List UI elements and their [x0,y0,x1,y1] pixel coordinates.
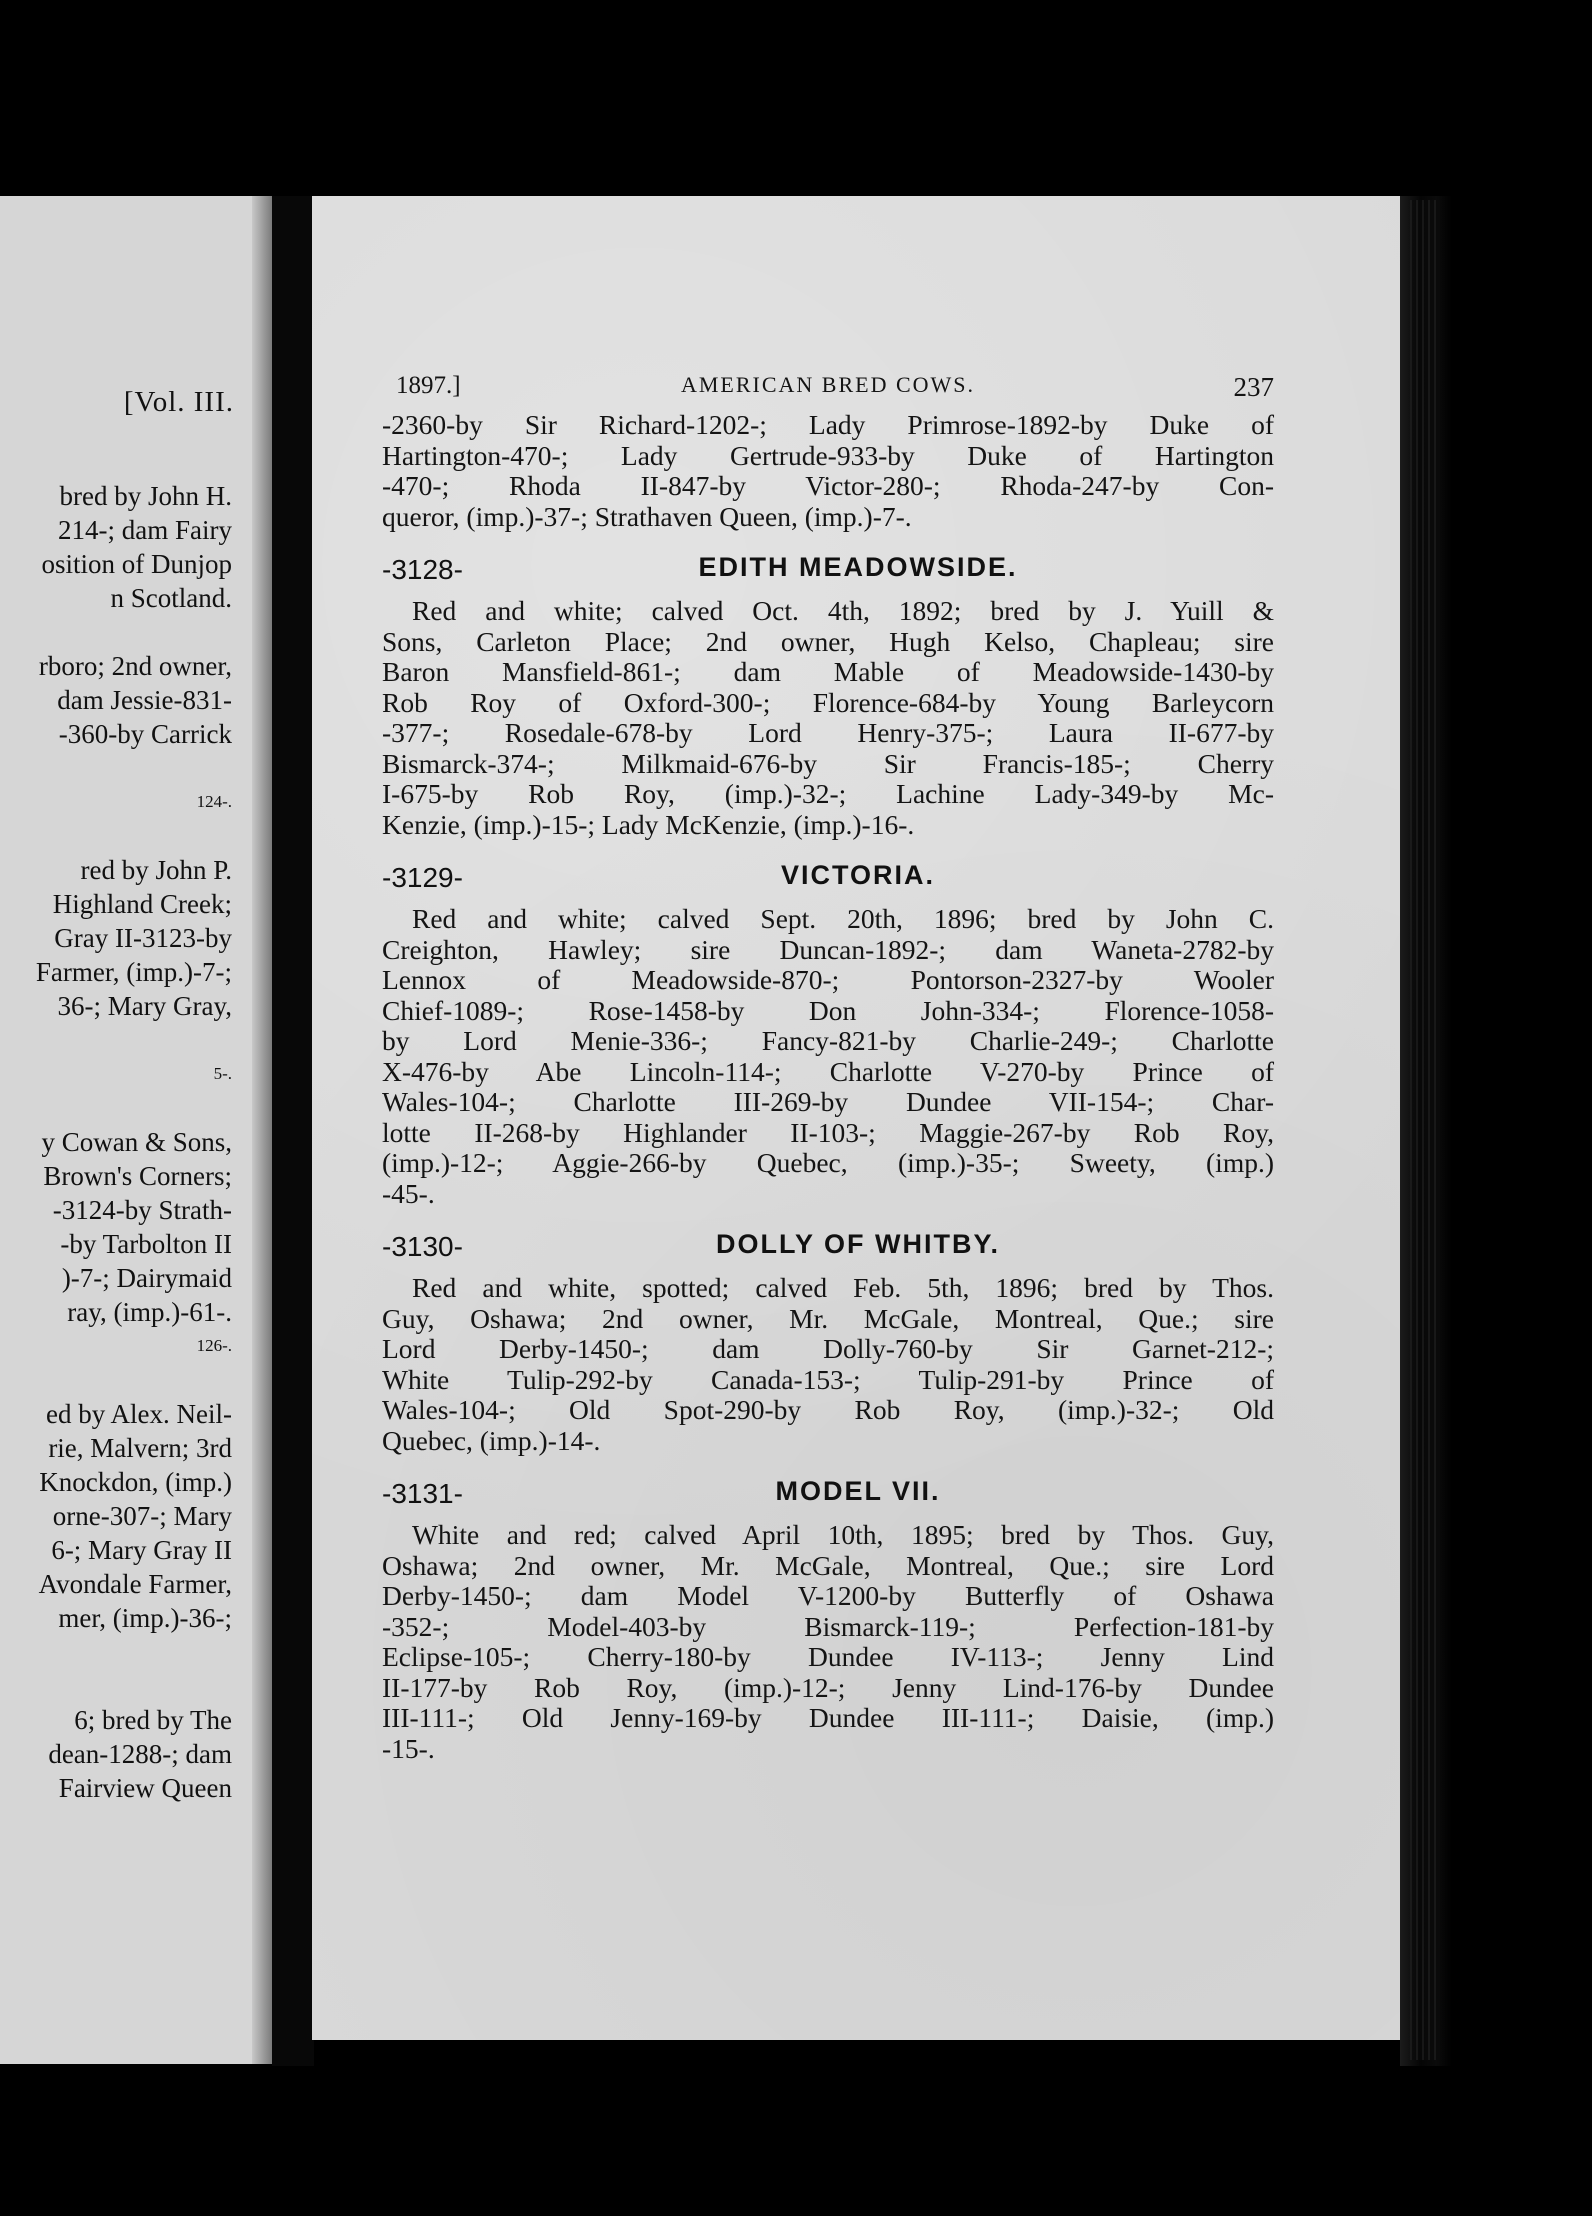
text-line: -470-; Rhoda II-847-by Victor-280-; Rhoda-247-by Con- [382,470,1274,501]
right-page [312,196,1404,2040]
text-line: Red and white; calved Oct. 4th, 1892; bred by J. Yuill & [412,595,1274,626]
page-content [382,366,1274,1768]
left-text-line: 6-; Mary Gray II [51,1535,232,1565]
text-line: Guy, Oshawa; 2nd owner, Mr. McGale, Montreal, Que.; sire [382,1302,1274,1334]
left-text-line: Knockdon, (imp.) [39,1467,232,1497]
left-text-line: ray, (imp.)-61-. [67,1297,232,1327]
left-text-line [0,1023,232,1057]
text-line: Wales-104-; Old Spot-290-by Rob Roy, (imp.)-32-; Old [382,1394,1274,1425]
text-line: Red and white, spotted; calved Feb. 5th, 1896; bred by Thos. [412,1272,1274,1303]
text-line: -2360-by Sir Richard-1202-; Lady Primrose-1892-by Duke of [382,409,1274,440]
left-text-line: Avondale Farmer, [38,1569,232,1599]
left-text-line: Fairview Queen [58,1773,232,1803]
text-line: queror, (imp.)-37-; Strathaven Queen, (imp.)-7-. [382,500,912,532]
entry-heading [382,544,1274,596]
entry-name: VICTORIA. [780,860,935,890]
left-page-fragment [0,196,272,2064]
left-text-line: 214-; dam Fairy [58,515,232,545]
entry-number: -3128- [382,554,463,585]
running-head [382,366,1274,410]
left-text-line [0,819,232,853]
left-text-line: bred by John H. [59,481,232,511]
entry-number: -3131- [382,1478,463,1509]
text-line: Sons, Carleton Place; 2nd owner, Hugh Kelso, Chapleau; sire [382,625,1274,657]
text-line: -377-; Rosedale-678-by Lord Henry-375-; Laura II-677-by [382,717,1274,748]
text-line: Chief-1089-; Rose-1458-by Don John-334-; Florence-1058- [382,994,1274,1026]
left-page-text [0,479,232,1805]
text-line: -15-. [382,1732,435,1764]
text-line: -352-; Model-403-by Bismarck-119-; Perfection-181-by [382,1610,1274,1642]
left-text-line: rboro; 2nd owner, [38,651,232,681]
continued-pedigree [382,410,1274,532]
entry-heading [382,852,1274,904]
left-text-line: 5-. [213,1064,232,1083]
text-line: Baron Mansfield-861-; dam Mable of Meadowside-1430-by [382,656,1274,687]
left-text-line: n Scotland. [110,583,232,613]
left-gutter-shadow [252,196,272,2064]
left-text-line: 6; bred by The [74,1705,232,1735]
text-line: Wales-104-; Charlotte III-269-by Dundee VII-154-; Char- [382,1086,1274,1117]
text-line: Lennox of Meadowside-870-; Pontorson-2327-by Wooler [382,964,1274,995]
entry-number: -3130- [382,1231,463,1262]
cow-entry [382,852,1274,1209]
page-number: 237 [1233,372,1274,402]
text-line: Oshawa; 2nd owner, Mr. McGale, Montreal, Que.; sire Lord [382,1549,1274,1581]
text-line: II-177-by Rob Roy, (imp.)-12-; Jenny Lind-176-by Dundee [382,1671,1274,1703]
left-text-line [0,1363,232,1397]
text-line: Eclipse-105-; Cherry-180-by Dundee IV-113-; Jenny Lind [382,1641,1274,1672]
left-text-line [0,1091,232,1125]
left-text-line [0,615,232,649]
running-head-year: 1897.] [396,372,461,399]
cow-entry [382,1468,1274,1764]
book-binding [272,196,314,2066]
left-text-line: ed by Alex. Neil- [46,1399,232,1429]
entry-heading [382,1468,1274,1520]
left-text-line: orne-307-; Mary [52,1501,232,1531]
text-line: Quebec, (imp.)-14-. [382,1424,601,1456]
left-text-line: -360-by Carrick [58,719,232,749]
entry-number: -3129- [382,862,463,893]
text-line: Hartington-470-; Lady Gertrude-933-by Duke of Hartington [382,439,1274,471]
page-stack-edge [1410,200,1440,2060]
entry-heading [382,1221,1274,1273]
cow-entry [382,1221,1274,1456]
text-line: by Lord Menie-336-; Fancy-821-by Charlie-249-; Charlotte [382,1025,1274,1056]
left-text-line [0,1635,232,1669]
text-line: I-675-by Rob Roy, (imp.)-32-; Lachine Lady-349-by Mc- [382,778,1274,809]
text-line: Lord Derby-1450-; dam Dolly-760-by Sir Garnet-212-; [382,1333,1274,1364]
left-text-line: rie, Malvern; 3rd [48,1433,232,1463]
left-text-line: mer, (imp.)-36-; [58,1603,232,1633]
cow-entry [382,544,1274,840]
text-line: (imp.)-12-; Aggie-266-by Quebec, (imp.)-35-; Sweety, (imp.) [382,1147,1274,1178]
left-text-line: Farmer, (imp.)-7-; [35,957,232,987]
text-line: Red and white; calved Sept. 20th, 1896; bred by John C. [412,903,1274,934]
left-page-header: [Vol. III. [123,386,234,418]
left-text-line: dean-1288-; dam [48,1739,232,1769]
entry-name: DOLLY OF WHITBY. [715,1229,1001,1259]
entry-name: EDITH MEADOWSIDE. [698,552,1018,582]
left-text-line: -3124-by Strath- [52,1195,232,1225]
left-text-line: dam Jessie-831- [57,685,232,715]
left-text-line: 36-; Mary Gray, [57,991,232,1021]
left-text-line: osition of Dunjop [41,549,232,579]
left-text-line: 124-. [196,792,232,811]
text-line: -45-. [382,1177,435,1209]
running-head-title: AMERICAN BRED COWS. [680,372,976,397]
entry-name: MODEL VII. [775,1476,941,1506]
text-line: Kenzie, (imp.)-15-; Lady McKenzie, (imp.)-16-. [382,808,915,840]
left-text-line: Gray II-3123-by [54,923,232,953]
text-line: White and red; calved April 10th, 1895; bred by Thos. Guy, [412,1519,1274,1550]
left-text-line: )-7-; Dairymaid [61,1263,232,1293]
left-text-line: -by Tarbolton II [60,1229,232,1259]
text-line: III-111-; Old Jenny-169-by Dundee III-111-; Daisie, (imp.) [382,1702,1274,1733]
left-text-line [0,751,232,785]
entries-list [382,544,1274,1764]
left-text-line: 126-. [196,1336,232,1355]
text-line: Creighton, Hawley; sire Duncan-1892-; dam Waneta-2782-by [382,933,1274,965]
left-text-line: y Cowan & Sons, [41,1127,232,1157]
left-text-line: red by John P. [80,855,232,885]
text-line: White Tulip-292-by Canada-153-; Tulip-291-by Prince of [382,1363,1274,1395]
text-line: Rob Roy of Oxford-300-; Florence-684-by Young Barleycorn [382,686,1274,718]
text-line: lotte II-268-by Highlander II-103-; Maggie-267-by Rob Roy, [382,1116,1274,1148]
text-line: X-476-by Abe Lincoln-114-; Charlotte V-270-by Prince of [382,1055,1274,1087]
text-line: Derby-1450-; dam Model V-1200-by Butterfly of Oshawa [382,1580,1274,1611]
left-text-line: Brown's Corners; [43,1161,232,1191]
left-text-line: Highland Creek; [52,889,232,919]
left-text-line [0,1669,232,1703]
text-line: Bismarck-374-; Milkmaid-676-by Sir Francis-185-; Cherry [382,747,1274,779]
